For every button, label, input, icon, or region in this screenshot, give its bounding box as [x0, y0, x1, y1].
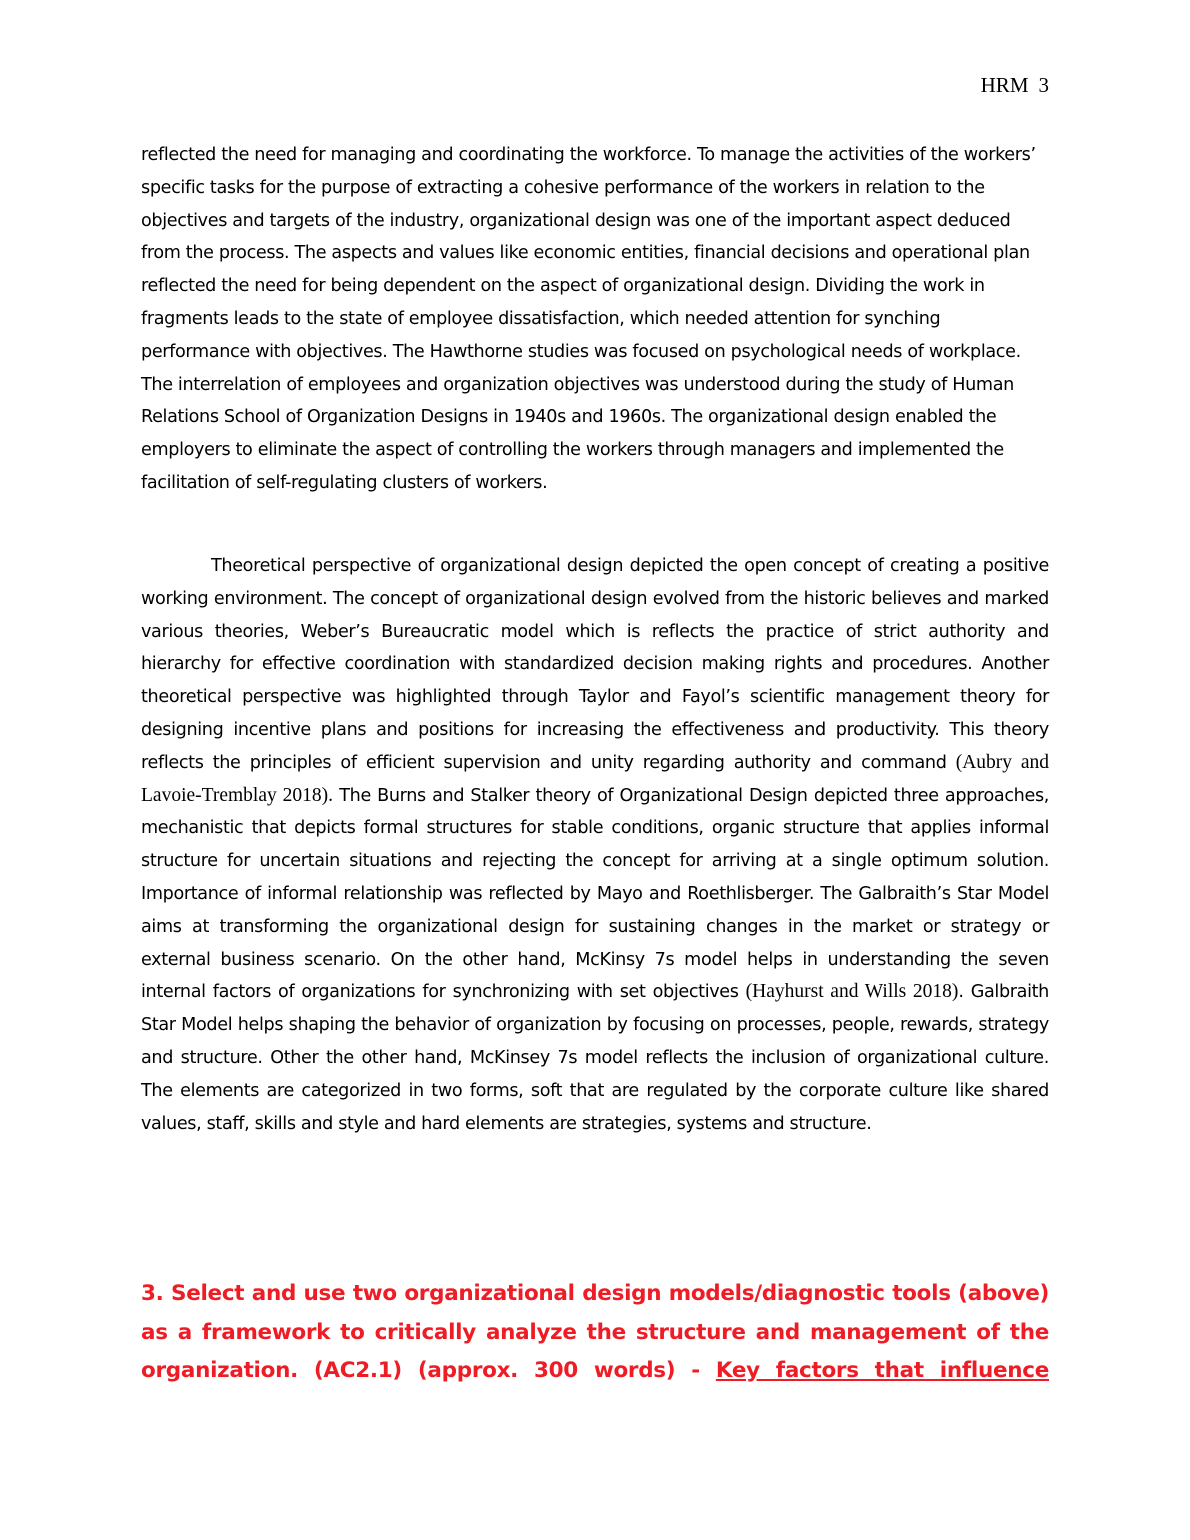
paragraph-2-text-c: . Galbraith Star Model helps shaping the behavior of organization by focusing on processes, people, rewards, strategy and structure. Other the other hand, McKinsey 7s model reflects the inclusion of organizational culture. The elements are categorized in two forms, soft that are regulated by the corporate culture like shared values, staff, skills and style and hard elements are strategies, systems and structure.: [141, 982, 1049, 1134]
running-title: HRM: [980, 73, 1029, 97]
paragraph-2-text-a: Theoretical perspective of organizational design depicted the open concept of creating a positive working environment. The concept of organizational design evolved from the historic believes and marked various theories, Weber’s Bureaucratic model which is reflects the practice of strict authority and hierarchy for effective coordination with standardized decision making rights and procedures. Another theoretical perspective was highlighted through Taylor and Fayol’s scientific management theory for designing incentive plans and positions for increasing the effectiveness and productivity. This theory reflects the principles of efficient supervision and unity regarding authority and command: [141, 556, 1049, 773]
question-text: 3. Select and use two organizational design models/diagnostic tools (above) as a framework to critically analyze the structure and management of the organization. (AC2.1) (approx. 300 words) -: [141, 1281, 1049, 1383]
page-number: 3: [1038, 73, 1049, 97]
body-paragraph-1: reflected the need for managing and coordinating the workforce. To manage the activities of the workers’ specific tasks for the purpose of extracting a cohesive performance of the workers in relation to the objectives and targets of the industry, organizational design was one of the important aspect deduced from the process. The aspects and values like economic entities, financial decisions and operational plan reflected the need for being dependent on the aspect of organizational design. Dividing the work in fragments leads to the state of employee dissatisfaction, which needed attention for synching performance with objectives. The Hawthorne studies was focused on psychological needs of workplace. The interrelation of employees and organization objectives was understood during the study of Human Relations School of Organization Designs in 1940s and 1960s. The organizational design enabled the employers to eliminate the aspect of controlling the workers through managers and implemented the facilitation of self-regulating clusters of workers.: [141, 145, 1036, 493]
citation-aubry: (Aubry and Lavoie-Tremblay 2018).: [141, 751, 1049, 806]
assignment-question-heading: [141, 1275, 1049, 1391]
citation-hayhurst: (Hayhurst and Wills 2018): [745, 981, 959, 1003]
body-paragraph-2: [141, 550, 1049, 1140]
question-link[interactable]: Key factors that influence: [715, 1358, 1049, 1383]
paragraph-2-text-b: The Burns and Stalker theory of Organizational Design depicted three approaches, mechanistic that depicts formal structures for stable conditions, organic structure that applies informal structure for uncertain situations and rejecting the concept for arriving at a single optimum solution. Importance of informal relationship was reflected by Mayo and Roethlisberger. The Galbraith’s Star Model aims at transforming the organizational design for sustaining changes in the market or strategy or external business scenario. On the other hand, McKinsy 7s model helps in understanding the seven internal factors of organizations for synchronizing with set objectives: [141, 785, 1049, 1003]
running-header: [981, 71, 1049, 99]
